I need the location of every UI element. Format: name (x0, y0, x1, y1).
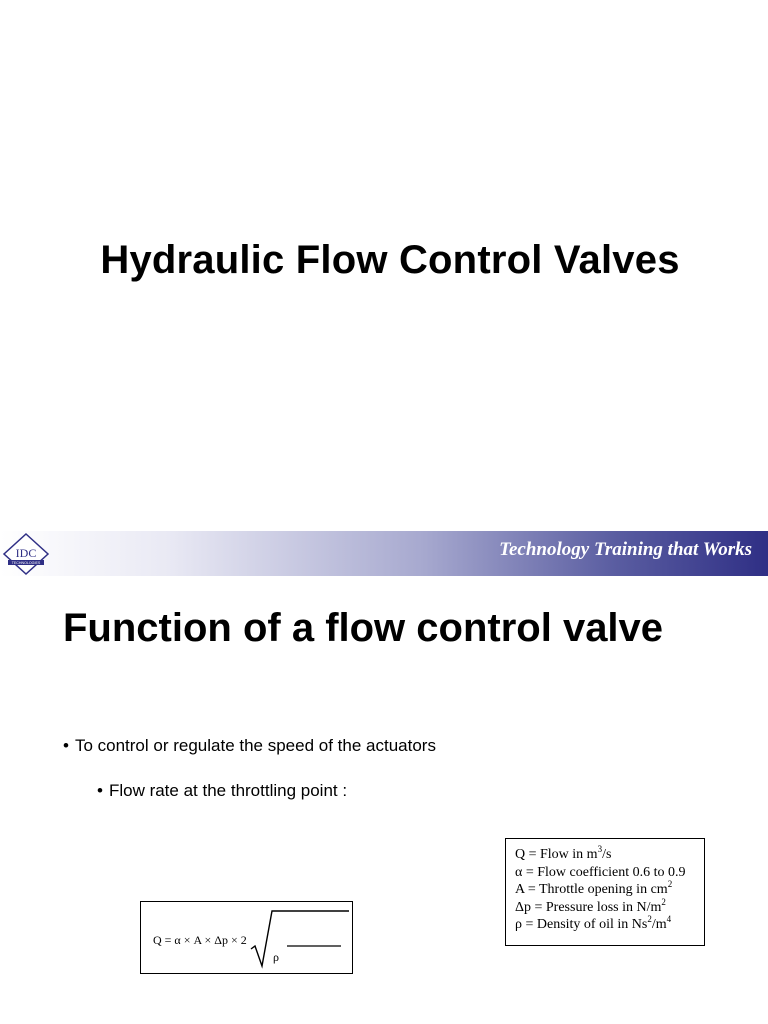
idc-logo-icon (2, 532, 50, 576)
formula-box (140, 901, 353, 974)
bullet-item (63, 736, 436, 756)
legend-line: A = Throttle opening in $cm^2$ (515, 879, 673, 897)
header-banner (0, 531, 768, 576)
bullet-text: To control or regulate the speed of the actuators (74, 736, 436, 755)
flow-formula (141, 902, 352, 973)
formula-lhs: Q = α × A × Δp × 2 (153, 933, 247, 947)
legend-line: Δp = Pressure loss in $N/m^2$ (515, 896, 666, 915)
bullet-text: Flow rate at the throttling point : (108, 781, 348, 800)
bullet-dot-icon: • (97, 781, 103, 800)
bullet-dot-icon: • (63, 736, 69, 755)
variable-legend (505, 838, 705, 946)
legend-line: ρ = Density of oil in $Ns^2/m^4$ (515, 914, 672, 932)
logo-subtext: TECHNOLOGIES (11, 561, 41, 565)
section-title: Function of a flow control valve (63, 606, 664, 650)
legend-line: α = Flow coefficient 0.6 to 0.9 (515, 864, 686, 880)
bullet-item (97, 781, 347, 801)
legend-line: Q = Flow in $m^3/s$ (515, 844, 612, 862)
tagline: Technology Training that Works (499, 539, 752, 560)
slide-title: Hydraulic Flow Control Valves (100, 238, 680, 282)
logo-text: IDC (15, 546, 37, 560)
square-root-icon (251, 911, 349, 966)
formula-denominator: ρ (273, 950, 279, 964)
